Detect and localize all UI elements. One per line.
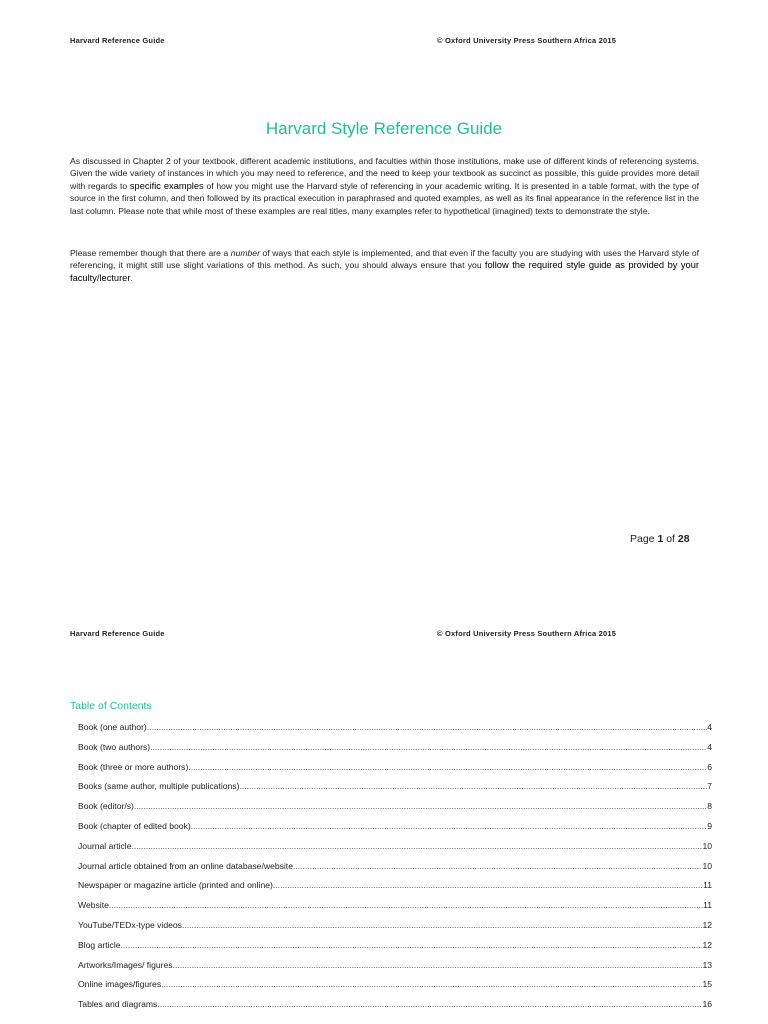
toc-dot-leader xyxy=(161,979,702,989)
toc-entry-page: 8 xyxy=(707,801,712,812)
toc-entry-page: 10 xyxy=(702,840,712,851)
toc-entry-label: Books (same author, multiple publications) xyxy=(78,781,240,792)
document-title: Harvard Style Reference Guide xyxy=(265,119,503,138)
toc-entry[interactable] xyxy=(78,762,712,782)
toc-entry-label: Book (three or more authors) xyxy=(78,761,189,772)
variation-text-part-2: of ways that each style is implemented, and that even if the faculty you are studying with uses the Harvard style of referencing, it might still use slight variations of this method. As such, you should always ensure that you xyxy=(70,248,699,271)
toc-entry-page: 6 xyxy=(707,761,712,772)
toc-entry-label: Newspaper or magazine article (printed and online) xyxy=(78,880,273,891)
toc-entry[interactable] xyxy=(78,940,712,960)
toc-dot-leader xyxy=(121,940,703,950)
toc-entry[interactable] xyxy=(78,841,712,861)
toc-entry[interactable] xyxy=(78,920,712,940)
required-style-guide-phrase: follow the required style guide as provided by your faculty/lecturer xyxy=(70,260,699,283)
number-emphasis: number xyxy=(230,248,260,258)
toc-entry-page: 15 xyxy=(702,979,712,990)
toc-entry-page: 4 xyxy=(707,722,712,732)
toc-entry[interactable] xyxy=(78,781,712,801)
running-header-copyright: © Oxford University Press Southern Africa 2015 xyxy=(437,36,617,45)
toc-entry[interactable] xyxy=(78,722,712,742)
running-header-copyright-page-2: © Oxford University Press Southern Africa 2015 xyxy=(437,629,617,638)
toc-dot-leader xyxy=(239,781,707,791)
toc-dot-leader xyxy=(134,801,707,811)
toc-dot-leader xyxy=(173,960,703,970)
toc-entry[interactable] xyxy=(78,960,712,980)
toc-entry[interactable] xyxy=(78,999,712,1019)
intro-text-part-1: As discussed in Chapter 2 of your textbook, different academic institutions, and faculties within those institutions, make use of different kinds of referencing systems. Given the wide variety of instances in which you may need to reference, and the need to keep your textbook as succinct as possible, this guide provides more detail with regards to xyxy=(70,156,699,191)
toc-dot-leader xyxy=(147,722,707,732)
intro-text-part-2: of how you might use the Harvard style of referencing in your academic writing. It is presented in a table format, with the type of source in the first column, and then followed by its practical execution in paraphrased and quoted examples, as well as its final appearance in the reference list in the last column. Please note that while most of these examples are real titles, many examples refer to hypothetical (imagined) texts to demonstrate the style. xyxy=(70,180,699,216)
running-header-title: Harvard Reference Guide xyxy=(70,36,165,45)
toc-dot-leader xyxy=(293,861,702,871)
toc-entry[interactable] xyxy=(78,900,712,920)
toc-entry-label: Book (chapter of edited book) xyxy=(78,820,191,831)
toc-entry-label: Book (two authors) xyxy=(78,741,151,752)
toc-entry-page: 9 xyxy=(707,820,712,831)
toc-entry-label: Journal article obtained from an online database/website xyxy=(78,860,293,871)
running-header-title-page-2: Harvard Reference Guide xyxy=(70,629,165,638)
toc-entry-page: 16 xyxy=(702,999,712,1010)
variation-text-part-1: Please remember though that there are a xyxy=(70,248,231,258)
toc-entry-label: Journal article xyxy=(78,840,132,851)
toc-entry-label: Tables and diagrams xyxy=(78,999,158,1010)
toc-entry[interactable] xyxy=(78,742,712,762)
toc-entry[interactable] xyxy=(78,880,712,900)
toc-entry[interactable] xyxy=(78,801,712,821)
toc-dot-leader xyxy=(109,900,703,910)
toc-entry-page: 11 xyxy=(703,880,712,891)
page-of-label: of xyxy=(663,533,678,545)
page-number xyxy=(630,533,690,545)
toc-entry[interactable] xyxy=(78,821,712,841)
variation-text-part-3: . xyxy=(130,272,133,283)
toc-entry-page: 10 xyxy=(702,860,712,871)
toc-entry-label: Online images/figures xyxy=(78,979,162,990)
toc-entry[interactable] xyxy=(78,979,712,999)
intro-paragraph xyxy=(70,155,699,217)
toc-dot-leader xyxy=(182,920,702,930)
toc-entry-label: Website xyxy=(78,900,109,911)
page-label: Page xyxy=(630,533,658,545)
toc-dot-leader xyxy=(273,880,703,890)
table-of-contents xyxy=(78,722,712,1019)
toc-entry-label: Book (editor/s) xyxy=(78,801,134,812)
toc-entry-page: 13 xyxy=(702,959,712,970)
toc-entry-label: Artworks/Images/ figures xyxy=(78,959,173,970)
toc-entry-page: 12 xyxy=(702,939,712,950)
page-total: 28 xyxy=(677,533,690,545)
toc-entry-page: 4 xyxy=(707,741,712,752)
toc-dot-leader xyxy=(150,742,707,752)
toc-entry-page: 7 xyxy=(707,781,712,792)
style-variation-paragraph xyxy=(70,247,699,284)
page-current: 1 xyxy=(657,533,664,545)
toc-heading: Table of Contents xyxy=(70,700,152,712)
toc-entry-label: Blog article xyxy=(78,939,121,950)
toc-dot-leader xyxy=(191,821,707,831)
toc-entry-page: 11 xyxy=(703,900,712,911)
toc-entry[interactable] xyxy=(78,861,712,881)
toc-dot-leader xyxy=(132,841,703,851)
toc-dot-leader xyxy=(188,762,707,772)
toc-entry-label: Book (one author) xyxy=(78,722,147,732)
specific-examples-phrase: specific examples xyxy=(129,180,204,191)
toc-entry-page: 12 xyxy=(702,919,712,930)
toc-dot-leader xyxy=(157,999,702,1009)
toc-entry-label: YouTube/TEDx-type videos xyxy=(78,919,182,930)
